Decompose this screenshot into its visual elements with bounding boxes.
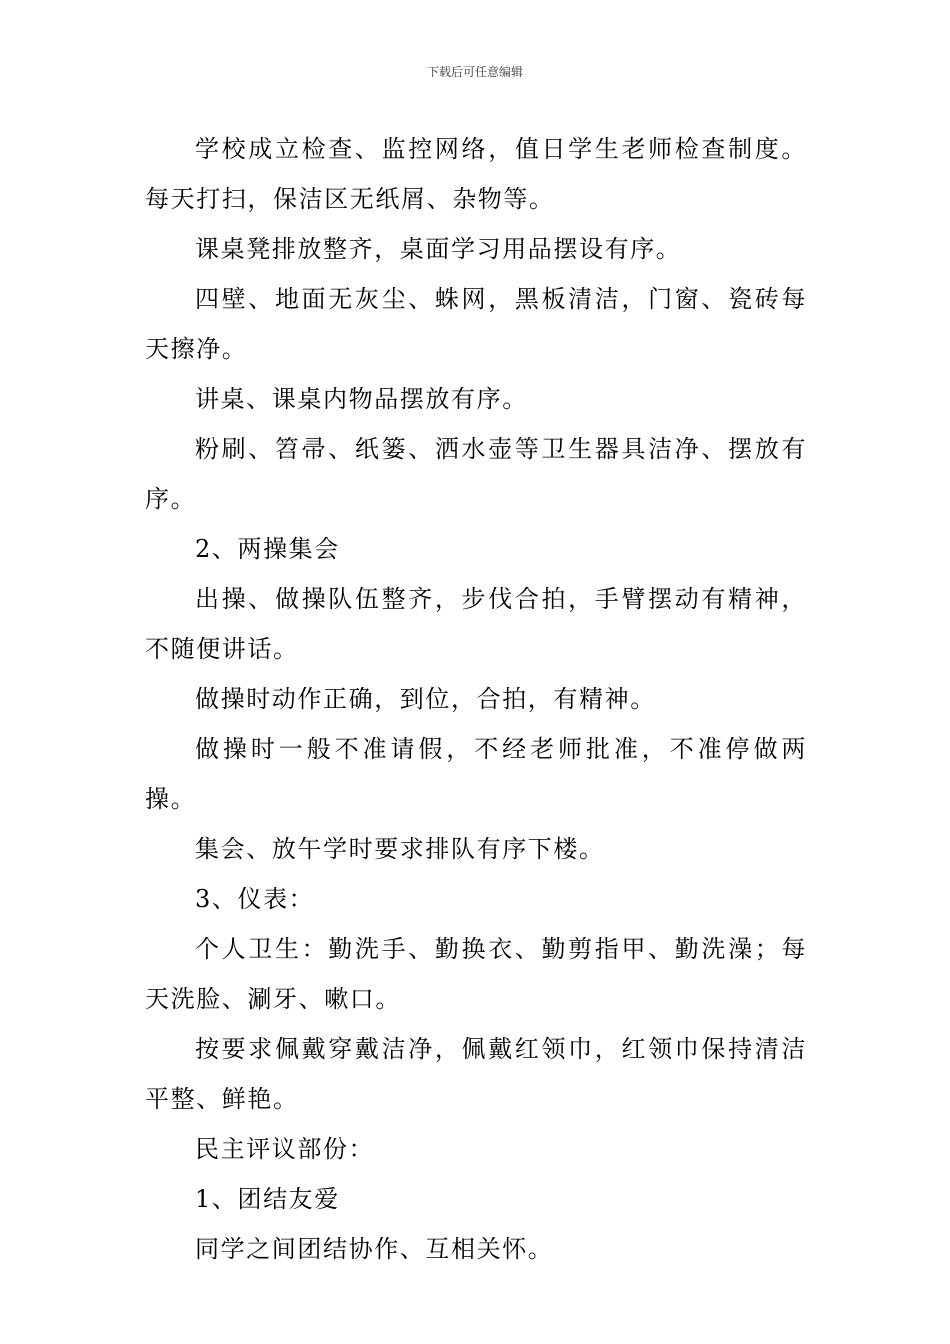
- paragraph: 同学之间团结协作、互相关怀。: [195, 1235, 554, 1263]
- paragraph: 集会、放午学时要求排队有序下楼。: [195, 835, 605, 863]
- paragraph: 个人卫生：勤洗手、勤换衣、勤剪指甲、勤洗澡；每天洗脸、涮牙、嗽口。: [145, 935, 807, 1013]
- section-heading: 民主评议部份：: [195, 1135, 375, 1163]
- section-heading: 3、仪表：: [195, 885, 315, 913]
- paragraph: 四壁、地面无灰尘、蛛网，黑板清洁，门窗、瓷砖每天擦净。: [145, 285, 807, 363]
- paragraph: 讲桌、课桌内物品摆放有序。: [195, 385, 528, 413]
- paragraph: 做操时动作正确，到位，合拍，有精神。: [195, 685, 656, 713]
- section-heading: 2、两操集会: [195, 535, 340, 563]
- paragraph: 做操时一般不准请假，不经老师批准，不准停做两操。: [145, 735, 807, 813]
- paragraph: 粉刷、笤帚、纸篓、洒水壶等卫生器具洁净、摆放有序。: [145, 435, 807, 513]
- page-header: 下载后可任意编辑: [426, 65, 523, 79]
- paragraph: 出操、做操队伍整齐，步伐合拍，手臂摆动有精神，不随便讲话。: [145, 585, 807, 663]
- paragraph: 学校成立检查、监控网络，值日学生老师检查制度。每天打扫，保洁区无纸屑、杂物等。: [145, 135, 807, 213]
- section-heading: 1、团结友爱: [195, 1185, 340, 1213]
- paragraph: 按要求佩戴穿戴洁净，佩戴红领巾，红领巾保持清洁平整、鲜艳。: [145, 1035, 807, 1113]
- document-body: [145, 124, 807, 1274]
- paragraph: 课桌凳排放整齐，桌面学习用品摆设有序。: [195, 235, 682, 263]
